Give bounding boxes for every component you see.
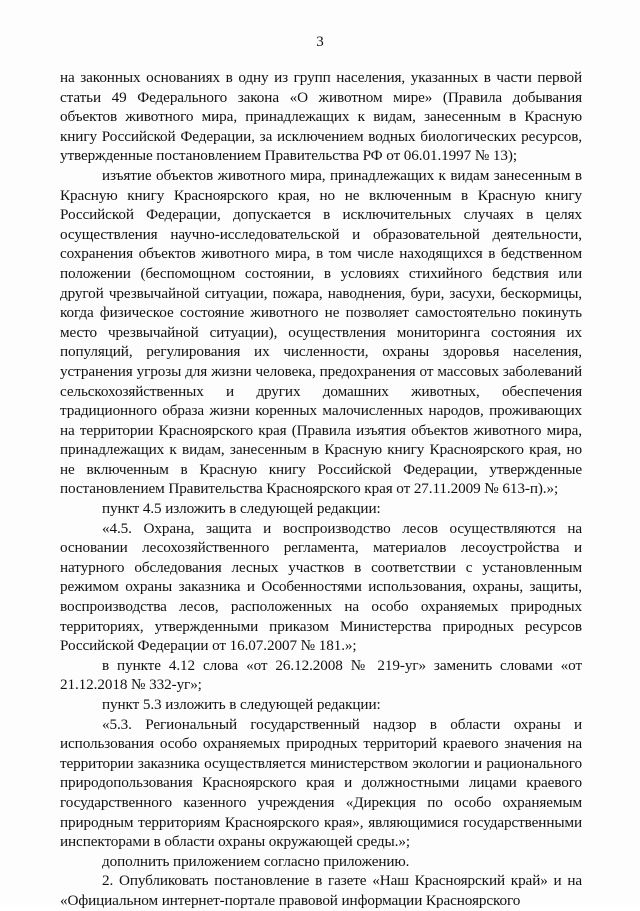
paragraph: дополнить приложением согласно приложению. <box>102 852 410 870</box>
page-number: 3 <box>316 34 324 50</box>
document-body <box>60 68 582 911</box>
paragraph: изъятие объектов животного мира, принадлежащих к видам занесенным в Красную книгу Красноярского края, но не включенным в Красную книгу Российской Федерации, допускается в исключительных случаях в целях осуществления научно-исследовательской и образовательной деятельности, сохранения объектов животного мира, в том числе находящихся в бедственном положении (беспомощном состоянии, в условиях стихийного бедствия или другой чрезвычайной ситуации, пожара, наводнения, бури, засухи, бескормицы, когда физическое состояние животного не позволяет самостоятельно покинуть место чрезвычайной ситуации), осуществления мониторинга состояния их популяций, регулирования их численности, охраны здоровья населения, устранения угрозы для жизни человека, предохранения от массовых заболеваний сельскохозяйственных и других домашних животных, обеспечения традиционного образа жизни коренных малочисленных народов, проживающих на территории Красноярского края (Правила изъятия объектов животного мира, принадлежащих к видам, занесенным в Красную книгу Красноярского края, но не включенным в Красную книгу Российской Федерации, утвержденные постановлением Правительства Красноярского края от 27.11.2009 № 613-п).»; <box>60 166 582 498</box>
paragraph: 2. Опубликовать постановление в газете «Наш Красноярский край» и на «Официальном интернет-портале правовой информации Красноярского <box>60 872 582 909</box>
paragraph: в пункте 4.12 слова «от 26.12.2008 № 219-уг» заменить словами «от 21.12.2018 № 332-уг»; <box>60 656 582 694</box>
paragraph: пункт 4.5 изложить в следующей редакции: <box>102 500 381 518</box>
paragraph: на законных основаниях в одну из групп населения, указанных в части первой статьи 49 Федерального закона «О животном мире» (Правила добывания объектов животного мира, принадлежащих к видам, занесенным в Красную книгу Российской Федерации, за исключением водных биологических ресурсов, утвержденные постановлением Правительства РФ от 06.01.1997 № 13); <box>60 69 582 165</box>
paragraph: «5.3. Региональный государственный надзор в области охраны и использования особо охраняемых природных территорий краевого значения на территории заказника осуществляется министерством экологии и рационального природопользования Красноярского края и должностными лицами краевого государственного казенного учреждения «Дирекция по особо охраняемым природным территориям Красноярского края», являющимися государственными инспекторами в области охраны окружающей среды.»; <box>60 715 582 851</box>
paragraph: пункт 5.3 изложить в следующей редакции: <box>102 696 381 713</box>
paragraph: «4.5. Охрана, защита и воспроизводство лесов осуществляются на основании лесохозяйственного регламента, материалов лесоустройства и натурного обследования лесных участков в соответствии с установленным режимом охраны заказника и Особенностями использования, охраны, защиты, воспроизводства лесов, расположенных на особо охраняемых природных территориях, утвержденными приказом Министерства природных ресурсов Российской Федерации от 16.07.2007 № 181.»; <box>60 519 582 655</box>
